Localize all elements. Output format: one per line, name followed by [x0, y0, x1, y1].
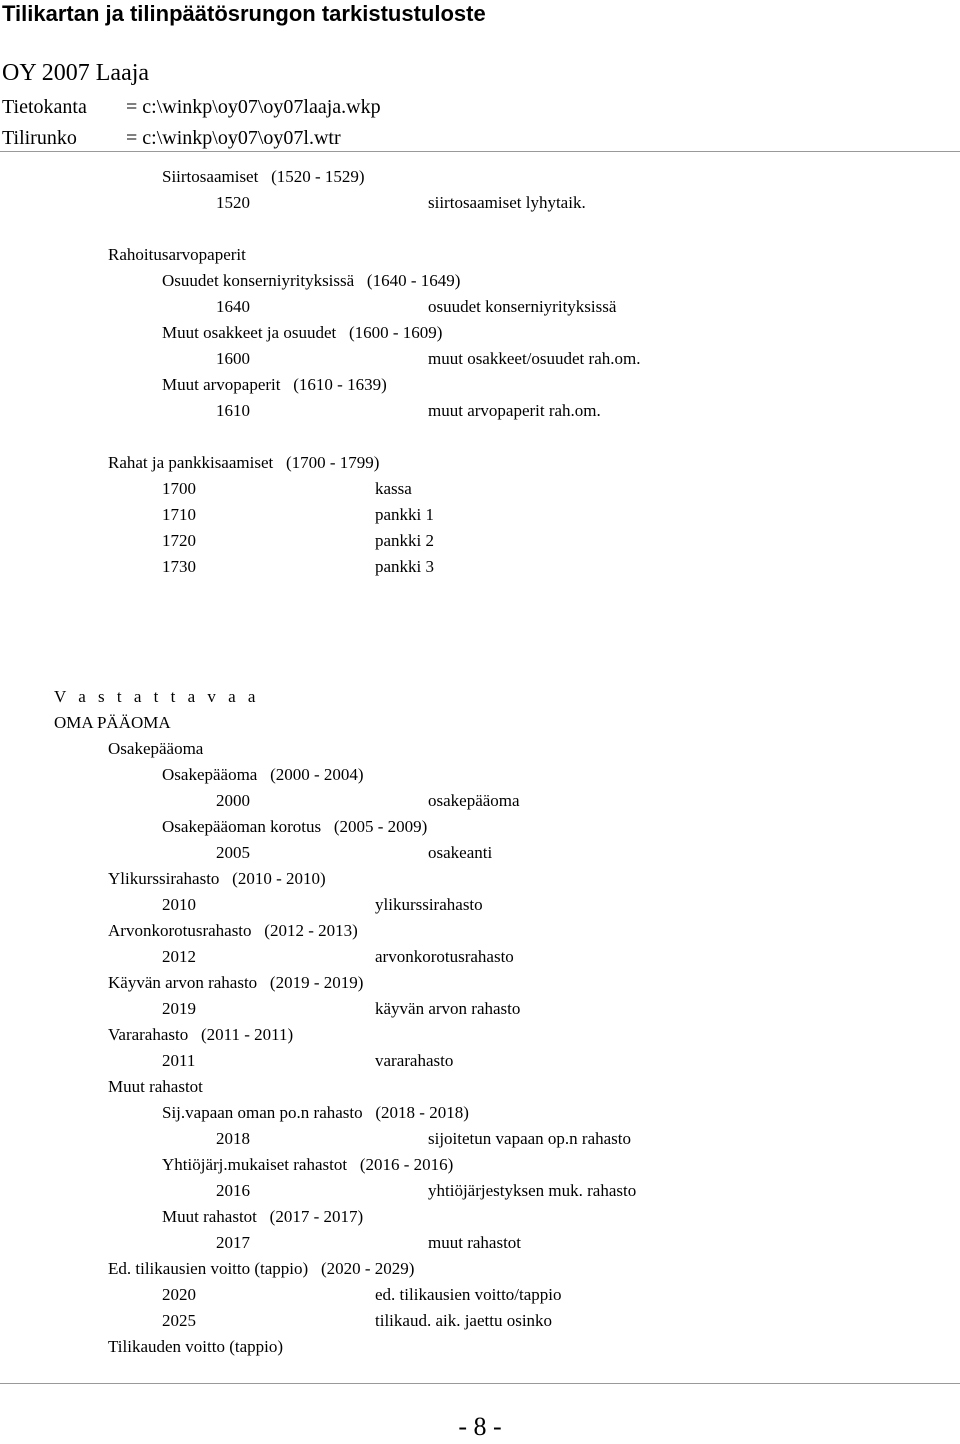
- chart-path: = c:\winkp\oy07\oy07l.wtr: [126, 127, 341, 149]
- account-number: 2016: [216, 1181, 250, 1200]
- account-row: [0, 190, 960, 216]
- account-name: osuudet konserniyrityksissä: [428, 297, 617, 316]
- account-row: [0, 1282, 960, 1308]
- header-divider: [0, 151, 960, 152]
- account-number: 1700: [162, 479, 196, 498]
- account-name: muut osakkeet/osuudet rah.om.: [428, 349, 641, 368]
- group-title: Muut arvopaperit (1610 - 1639): [162, 375, 387, 394]
- group-heading: [0, 164, 960, 190]
- account-name: käyvän arvon rahasto: [375, 999, 521, 1018]
- group-title: Vararahasto (2011 - 2011): [108, 1025, 294, 1044]
- account-name: kassa: [375, 479, 412, 498]
- group-title: Yhtiöjärj.mukaiset rahastot (2016 - 2016): [162, 1155, 454, 1174]
- group-title: Muut rahastot: [108, 1077, 203, 1096]
- group-heading: [0, 762, 960, 788]
- account-number: 1640: [216, 297, 250, 316]
- group-title: Arvonkorotusrahasto (2012 - 2013): [108, 921, 358, 940]
- group-heading: [0, 918, 960, 944]
- group-heading: [0, 1256, 960, 1282]
- account-name: osakepääoma: [428, 791, 520, 810]
- account-name: pankki 2: [375, 531, 435, 550]
- account-row: [0, 1308, 960, 1334]
- group-heading: [0, 970, 960, 996]
- account-row: [0, 476, 960, 502]
- account-number: 1720: [162, 531, 196, 550]
- account-row: [0, 996, 960, 1022]
- group-heading: [0, 1022, 960, 1048]
- database-path: = c:\winkp\oy07\oy07laaja.wkp: [126, 96, 381, 118]
- account-name: osakeanti: [428, 843, 493, 862]
- group-heading: [0, 814, 960, 840]
- account-name: vararahasto: [375, 1051, 454, 1070]
- group-title: Osakepääoman korotus (2005 - 2009): [162, 817, 428, 836]
- group-heading: [0, 450, 960, 476]
- account-name: pankki 3: [375, 557, 435, 576]
- group-heading: [0, 1152, 960, 1178]
- account-row: [0, 346, 960, 372]
- database-label: Tietokanta: [2, 96, 87, 118]
- group-heading: [0, 1074, 960, 1100]
- group-heading: [0, 710, 960, 736]
- account-row: [0, 528, 960, 554]
- account-number: 2010: [162, 895, 196, 914]
- group-title: Osakepääoma: [108, 739, 204, 758]
- account-number: 2005: [216, 843, 250, 862]
- group-title: Käyvän arvon rahasto (2019 - 2019): [108, 973, 364, 992]
- footer-divider: [0, 1383, 960, 1384]
- account-number: 2020: [162, 1285, 196, 1304]
- group-heading: [0, 736, 960, 762]
- account-name: tilikaud. aik. jaettu osinko: [375, 1311, 553, 1330]
- account-row: [0, 944, 960, 970]
- group-title: Ed. tilikausien voitto (tappio) (2020 - 2029): [108, 1259, 415, 1278]
- account-row: [0, 294, 960, 320]
- account-number: 2012: [162, 947, 196, 966]
- account-name: pankki 1: [375, 505, 435, 524]
- account-name: ylikurssirahasto: [375, 895, 483, 914]
- group-title: Osakepääoma (2000 - 2004): [162, 765, 364, 784]
- account-number: 2025: [162, 1311, 196, 1330]
- group-heading: [0, 684, 960, 710]
- account-row: [0, 788, 960, 814]
- account-row: [0, 840, 960, 866]
- account-row: [0, 502, 960, 528]
- group-heading: [0, 242, 960, 268]
- group-heading: [0, 372, 960, 398]
- account-number: 1600: [216, 349, 250, 368]
- account-name: sijoitetun vapaan op.n rahasto: [428, 1129, 632, 1148]
- account-row: [0, 1178, 960, 1204]
- group-title: Osuudet konserniyrityksissä (1640 - 1649): [162, 271, 461, 290]
- account-number: 2017: [216, 1233, 250, 1252]
- group-heading: [0, 1334, 960, 1360]
- group-title: Siirtosaamiset (1520 - 1529): [162, 167, 365, 186]
- report-title: Tilikartan ja tilinpäätösrungon tarkistustuloste: [2, 1, 486, 26]
- group-title: Muut osakkeet ja osuudet (1600 - 1609): [162, 323, 443, 342]
- group-title: V a s t a t t a v a a: [54, 687, 260, 706]
- account-name: muut rahastot: [428, 1233, 522, 1252]
- account-name: yhtiöjärjestyksen muk. rahasto: [428, 1181, 637, 1200]
- group-title: Rahat ja pankkisaamiset (1700 - 1799): [108, 453, 380, 472]
- group-heading: [0, 1100, 960, 1126]
- account-number: 1710: [162, 505, 196, 524]
- account-row: [0, 1126, 960, 1152]
- group-title: Tilikauden voitto (tappio): [108, 1337, 284, 1356]
- account-number: 2000: [216, 791, 250, 810]
- account-number: 1610: [216, 401, 250, 420]
- account-number: 2019: [162, 999, 196, 1018]
- page-number: - 8 -: [458, 1412, 502, 1441]
- account-number: 2018: [216, 1129, 250, 1148]
- group-title: Muut rahastot (2017 - 2017): [162, 1207, 364, 1226]
- group-heading: [0, 268, 960, 294]
- account-name: muut arvopaperit rah.om.: [428, 401, 601, 420]
- account-name: siirtosaamiset lyhytaik.: [428, 193, 586, 212]
- group-heading: [0, 320, 960, 346]
- account-row: [0, 1048, 960, 1074]
- account-row: [0, 398, 960, 424]
- group-heading: [0, 866, 960, 892]
- account-row: [0, 892, 960, 918]
- group-title: Rahoitusarvopaperit: [108, 245, 246, 264]
- account-name: arvonkorotusrahasto: [375, 947, 514, 966]
- company-name: OY 2007 Laaja: [2, 60, 150, 86]
- group-title: OMA PÄÄOMA: [54, 713, 171, 732]
- group-title: Sij.vapaan oman po.n rahasto (2018 - 2018): [162, 1103, 469, 1122]
- account-number: 2011: [162, 1051, 196, 1070]
- account-row: [0, 554, 960, 580]
- chart-label: Tilirunko: [2, 127, 77, 149]
- account-name: ed. tilikausien voitto/tappio: [375, 1285, 562, 1304]
- account-row: [0, 1230, 960, 1256]
- account-number: 1730: [162, 557, 196, 576]
- group-heading: [0, 1204, 960, 1230]
- account-number: 1520: [216, 193, 250, 212]
- group-title: Ylikurssirahasto (2010 - 2010): [108, 869, 326, 888]
